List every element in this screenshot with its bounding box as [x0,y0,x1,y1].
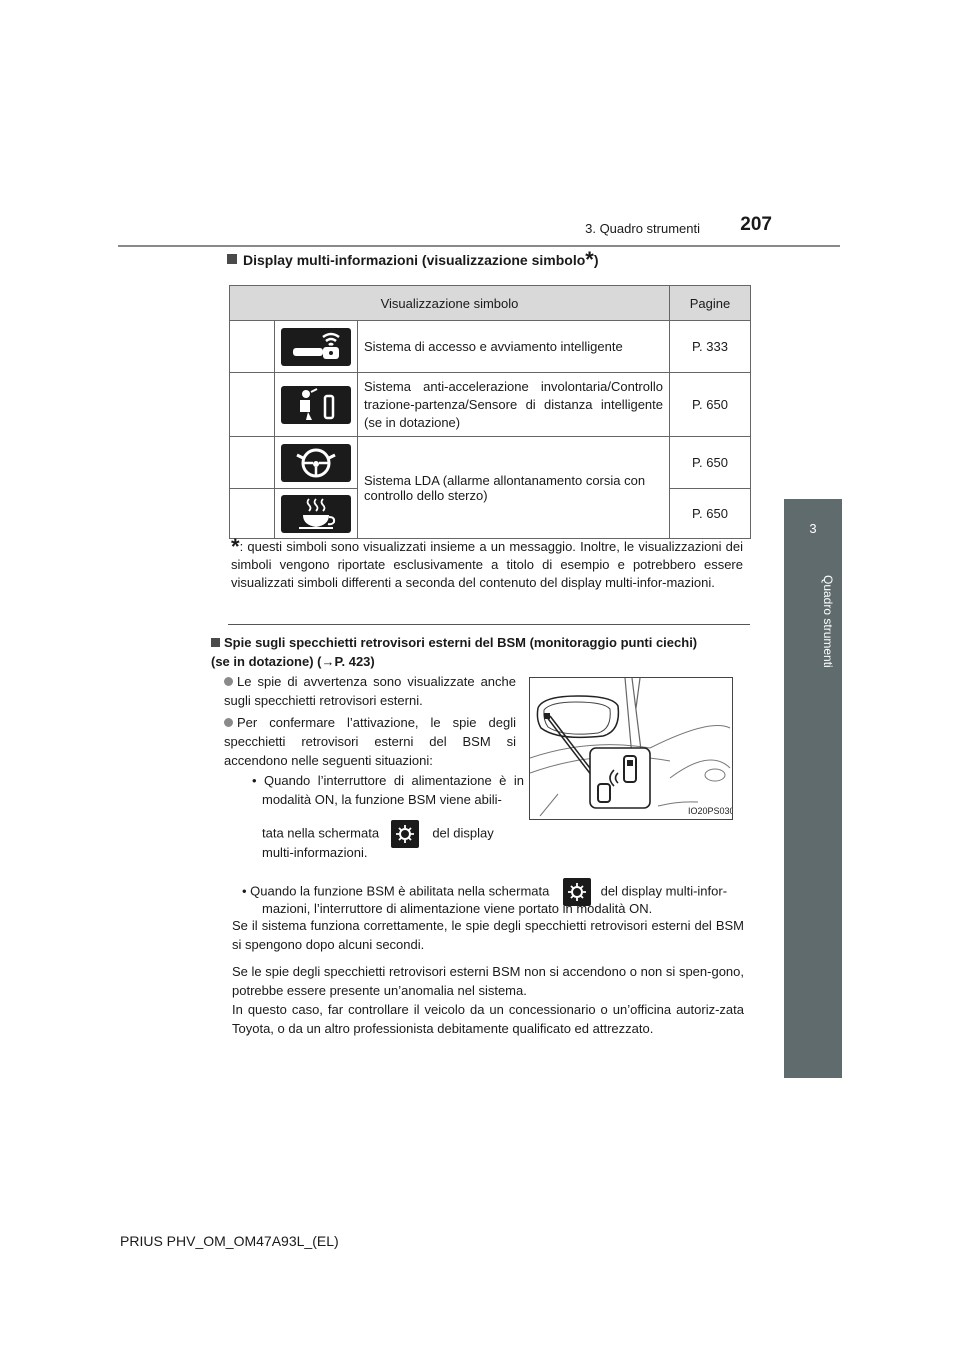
paragraph-normal-operation: Se il sistema funziona correttamente, le spie degli specchietti retrovisori esterni del BSM si spengono dopo alcuni secondi. [232,918,744,952]
chapter-tab-number: 3 [784,499,842,558]
bullet-icon [224,718,233,727]
column-header-symbol: Visualizzazione simbolo [230,286,670,321]
symbol-table [229,285,751,539]
table-row [230,437,751,489]
row-text: Sistema di accesso e avviamento intelligente [358,321,670,373]
row-page: P. 650 [670,489,751,539]
header-divider [118,245,840,247]
square-bullet-icon [211,638,220,647]
bullet-icon [224,677,233,686]
table-row [230,373,751,437]
row-page: P. 650 [670,373,751,437]
page-number: 207 [740,214,772,235]
coffee-cup-icon [281,495,351,533]
sub-item-2-line: • Quando la funzione BSM è abilitata nella schermata del display multi-infor- [242,878,752,906]
table-header-row [230,286,751,321]
chapter-title: 3. Quadro strumenti [585,221,700,236]
sub-item-1-line: tata nella schermata del display [262,820,514,848]
paragraph-service: In questo caso, far controllare il veicolo da un concessionario o un’officina autoriz-zata Toyota, o da un altro professionista debitamente qualificato ed attrezzato. [232,1002,744,1036]
list-item: Per confermare l’attivazione, le spie degli specchietti retrovisori esterni del BSM si accendono nelle seguenti situazioni: [224,715,516,768]
sub-item-1-end: multi-informazioni. [262,845,368,860]
illustration-code: IO20PS030 [688,806,732,816]
square-bullet-icon [227,254,237,264]
section-heading-display: Display multi-informazioni (visualizzazione simbolo*) [227,252,599,268]
footnote: *: questi simboli sono visualizzati insieme a un messaggio. Inoltre, le visualizzazioni dei simboli vengono riportate esclusivamente a titolo di esempio e potrebbero essere visualizzati simboli differenti a seconda del contenuto del display multi-infor-mazioni. [231,534,743,590]
list-item: Le spie di avvertenza sono visualizzate anche sugli specchietti retrovisori esterni. [224,674,516,708]
section-heading-bsm: Spie sugli specchietti retrovisori esterni del BSM (monitoraggio punti ciechi) (se in dotazione) (→P. 423) [211,635,698,669]
table-row [230,321,751,373]
chapter-tab-label: Quadro strumenti [821,575,835,668]
row-text: Sistema anti-accelerazione involontaria/Controllo trazione-partenza/Sensore di distanza intelligente (se in dotazione) [358,373,670,437]
sub-item-2-end: mazioni, l’interruttore di alimentazione viene portato in modalità ON. [262,901,653,916]
row-text: Sistema LDA (allarme allontanamento corsia con controllo dello sterzo) [358,437,670,539]
section-divider [228,624,750,625]
sub-item-1: • Quando l’interruttore di alimentazione è in modalità ON, la funzione BSM viene abili- [252,773,524,807]
row-page: P. 650 [670,437,751,489]
row-page: P. 333 [670,321,751,373]
smart-key-icon [281,328,351,366]
page-reference-link[interactable]: →P. 423) [321,654,375,669]
driver-pedal-icon [281,386,351,424]
bsm-mirror-illustration [529,677,733,820]
document-code: PRIUS PHV_OM_OM47A93L_(EL) [120,1233,339,1249]
paragraph-malfunction: Se le spie degli specchietti retrovisori esterni BSM non si accendono o non si spen-gono, potrebbe essere presente un’anomalia nel sistema. [232,964,744,998]
column-header-pages: Pagine [670,286,751,321]
steering-wheel-hands-icon [281,444,351,482]
